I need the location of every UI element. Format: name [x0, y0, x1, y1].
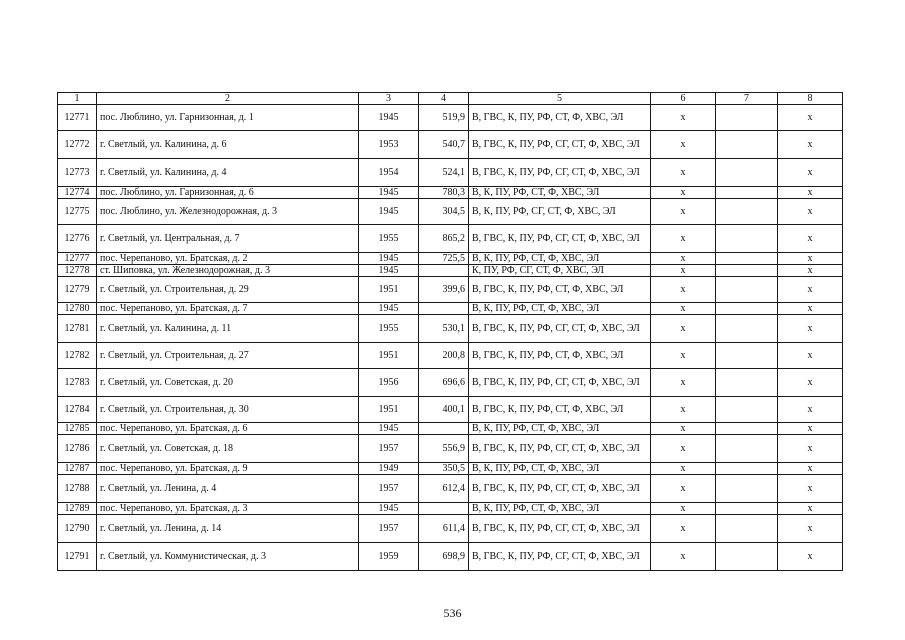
column-6-cell: х: [651, 369, 716, 397]
column-8-cell: х: [778, 475, 843, 503]
column-6-cell: х: [651, 315, 716, 343]
address-cell: г. Светлый, ул. Строительная, д. 29: [97, 277, 359, 303]
column-header: 6: [651, 93, 716, 105]
year-cell: 1945: [359, 423, 419, 435]
services-cell: В, К, ПУ, РФ, СТ, Ф, ХВС, ЭЛ: [469, 253, 651, 265]
column-8-cell: х: [778, 253, 843, 265]
table-row: [58, 543, 843, 571]
table-row: [58, 105, 843, 131]
area-cell: 304,5: [419, 199, 469, 225]
table-row: [58, 225, 843, 253]
services-cell: В, ГВС, К, ПУ, РФ, СТ, Ф, ХВС, ЭЛ: [469, 343, 651, 369]
address-cell: пос. Черепаново, ул. Братская, д. 9: [97, 463, 359, 475]
column-6-cell: х: [651, 187, 716, 199]
column-8-cell: х: [778, 435, 843, 463]
row-number: 12780: [58, 303, 97, 315]
column-8-cell: х: [778, 515, 843, 543]
row-number: 12776: [58, 225, 97, 253]
services-cell: В, К, ПУ, РФ, СТ, Ф, ХВС, ЭЛ: [469, 423, 651, 435]
column-header: 8: [778, 93, 843, 105]
column-6-cell: х: [651, 159, 716, 187]
year-cell: 1945: [359, 503, 419, 515]
services-cell: В, К, ПУ, РФ, СТ, Ф, ХВС, ЭЛ: [469, 463, 651, 475]
column-6-cell: х: [651, 225, 716, 253]
column-7-cell: [716, 315, 778, 343]
page-number: 536: [443, 606, 462, 620]
area-cell: 780,3: [419, 187, 469, 199]
address-cell: пос. Черепаново, ул. Братская, д. 3: [97, 503, 359, 515]
year-cell: 1945: [359, 265, 419, 277]
column-6-cell: х: [651, 475, 716, 503]
table-row: [58, 369, 843, 397]
column-7-cell: [716, 543, 778, 571]
column-7-cell: [716, 131, 778, 159]
column-7-cell: [716, 253, 778, 265]
column-8-cell: х: [778, 199, 843, 225]
row-number: 12771: [58, 105, 97, 131]
year-cell: 1945: [359, 253, 419, 265]
services-cell: В, ГВС, К, ПУ, РФ, СГ, СТ, Ф, ХВС, ЭЛ: [469, 131, 651, 159]
address-cell: г. Светлый, ул. Ленина, д. 14: [97, 515, 359, 543]
table-row: [58, 159, 843, 187]
year-cell: 1951: [359, 277, 419, 303]
address-cell: г. Светлый, ул. Строительная, д. 30: [97, 397, 359, 423]
area-cell: 556,9: [419, 435, 469, 463]
table-row: [58, 265, 843, 277]
table-body: [58, 105, 843, 571]
column-header: 5: [469, 93, 651, 105]
year-cell: 1957: [359, 435, 419, 463]
column-6-cell: х: [651, 463, 716, 475]
column-7-cell: [716, 435, 778, 463]
housing-registry-table: [57, 92, 843, 571]
column-7-cell: [716, 199, 778, 225]
address-cell: пос. Черепаново, ул. Братская, д. 2: [97, 253, 359, 265]
column-8-cell: х: [778, 397, 843, 423]
column-6-cell: х: [651, 423, 716, 435]
address-cell: г. Светлый, ул. Коммунистическая, д. 3: [97, 543, 359, 571]
row-number: 12781: [58, 315, 97, 343]
table-row: [58, 397, 843, 423]
row-number: 12779: [58, 277, 97, 303]
year-cell: 1954: [359, 159, 419, 187]
column-8-cell: х: [778, 343, 843, 369]
table-row: [58, 315, 843, 343]
area-cell: 519,9: [419, 105, 469, 131]
area-cell: 611,4: [419, 515, 469, 543]
table-row: [58, 187, 843, 199]
column-7-cell: [716, 463, 778, 475]
area-cell: 865,2: [419, 225, 469, 253]
column-6-cell: х: [651, 277, 716, 303]
address-cell: г. Светлый, ул. Центральная, д. 7: [97, 225, 359, 253]
address-cell: пос. Черепаново, ул. Братская, д. 7: [97, 303, 359, 315]
table-row: [58, 199, 843, 225]
table-row: [58, 423, 843, 435]
address-cell: г. Светлый, ул. Строительная, д. 27: [97, 343, 359, 369]
address-cell: г. Светлый, ул. Ленина, д. 4: [97, 475, 359, 503]
address-cell: пос. Черепаново, ул. Братская, д. 6: [97, 423, 359, 435]
services-cell: В, ГВС, К, ПУ, РФ, СГ, СТ, Ф, ХВС, ЭЛ: [469, 543, 651, 571]
column-header: 3: [359, 93, 419, 105]
area-cell: [419, 503, 469, 515]
table-row: [58, 475, 843, 503]
column-8-cell: х: [778, 277, 843, 303]
row-number: 12773: [58, 159, 97, 187]
column-8-cell: х: [778, 503, 843, 515]
row-number: 12775: [58, 199, 97, 225]
column-7-cell: [716, 187, 778, 199]
services-cell: В, К, ПУ, РФ, СТ, Ф, ХВС, ЭЛ: [469, 303, 651, 315]
services-cell: В, К, ПУ, РФ, СТ, Ф, ХВС, ЭЛ: [469, 187, 651, 199]
year-cell: 1945: [359, 303, 419, 315]
column-6-cell: х: [651, 397, 716, 423]
table-row: [58, 131, 843, 159]
row-number: 12786: [58, 435, 97, 463]
services-cell: К, ПУ, РФ, СГ, СТ, Ф, ХВС, ЭЛ: [469, 265, 651, 277]
column-7-cell: [716, 303, 778, 315]
area-cell: 725,5: [419, 253, 469, 265]
column-6-cell: х: [651, 543, 716, 571]
row-number: 12787: [58, 463, 97, 475]
column-7-cell: [716, 343, 778, 369]
column-7-cell: [716, 397, 778, 423]
services-cell: В, ГВС, К, ПУ, РФ, СГ, СТ, Ф, ХВС, ЭЛ: [469, 369, 651, 397]
area-cell: [419, 265, 469, 277]
column-6-cell: х: [651, 503, 716, 515]
year-cell: 1945: [359, 105, 419, 131]
services-cell: В, ГВС, К, ПУ, РФ, СТ, Ф, ХВС, ЭЛ: [469, 277, 651, 303]
column-7-cell: [716, 423, 778, 435]
year-cell: 1951: [359, 343, 419, 369]
column-7-cell: [716, 515, 778, 543]
table-row: [58, 463, 843, 475]
column-8-cell: х: [778, 225, 843, 253]
column-6-cell: х: [651, 515, 716, 543]
address-cell: пос. Люблино, ул. Гарнизонная, д. 1: [97, 105, 359, 131]
year-cell: 1957: [359, 515, 419, 543]
row-number: 12791: [58, 543, 97, 571]
table-row: [58, 277, 843, 303]
area-cell: 350,5: [419, 463, 469, 475]
year-cell: 1951: [359, 397, 419, 423]
column-header: 4: [419, 93, 469, 105]
area-cell: 530,1: [419, 315, 469, 343]
column-6-cell: х: [651, 265, 716, 277]
services-cell: В, ГВС, К, ПУ, РФ, СГ, СТ, Ф, ХВС, ЭЛ: [469, 475, 651, 503]
column-8-cell: х: [778, 463, 843, 475]
area-cell: 400,1: [419, 397, 469, 423]
year-cell: 1955: [359, 315, 419, 343]
row-number: 12788: [58, 475, 97, 503]
year-cell: 1956: [359, 369, 419, 397]
year-cell: 1955: [359, 225, 419, 253]
table-row: [58, 435, 843, 463]
column-7-cell: [716, 277, 778, 303]
row-number: 12785: [58, 423, 97, 435]
column-header: 2: [97, 93, 359, 105]
area-cell: 612,4: [419, 475, 469, 503]
year-cell: 1945: [359, 199, 419, 225]
area-cell: 399,6: [419, 277, 469, 303]
address-cell: г. Светлый, ул. Советская, д. 18: [97, 435, 359, 463]
column-6-cell: х: [651, 435, 716, 463]
column-7-cell: [716, 475, 778, 503]
area-cell: [419, 303, 469, 315]
column-8-cell: х: [778, 105, 843, 131]
column-8-cell: х: [778, 159, 843, 187]
row-number: 12790: [58, 515, 97, 543]
services-cell: В, ГВС, К, ПУ, РФ, СГ, СТ, Ф, ХВС, ЭЛ: [469, 435, 651, 463]
area-cell: 524,1: [419, 159, 469, 187]
address-cell: г. Светлый, ул. Советская, д. 20: [97, 369, 359, 397]
services-cell: В, ГВС, К, ПУ, РФ, СГ, СТ, Ф, ХВС, ЭЛ: [469, 159, 651, 187]
column-8-cell: х: [778, 131, 843, 159]
column-8-cell: х: [778, 423, 843, 435]
services-cell: В, ГВС, К, ПУ, РФ, СГ, СТ, Ф, ХВС, ЭЛ: [469, 515, 651, 543]
column-header: 1: [58, 93, 97, 105]
services-cell: В, К, ПУ, РФ, СТ, Ф, ХВС, ЭЛ: [469, 503, 651, 515]
table-row: [58, 343, 843, 369]
services-cell: В, ГВС, К, ПУ, РФ, СГ, СТ, Ф, ХВС, ЭЛ: [469, 315, 651, 343]
column-6-cell: х: [651, 105, 716, 131]
column-6-cell: х: [651, 343, 716, 369]
row-number: 12782: [58, 343, 97, 369]
table-row: [58, 503, 843, 515]
services-cell: В, ГВС, К, ПУ, РФ, СТ, Ф, ХВС, ЭЛ: [469, 397, 651, 423]
year-cell: 1949: [359, 463, 419, 475]
address-cell: пос. Люблино, ул. Железнодорожная, д. 3: [97, 199, 359, 225]
row-number: 12778: [58, 265, 97, 277]
row-number: 12774: [58, 187, 97, 199]
address-cell: пос. Люблино, ул. Гарнизонная, д. 6: [97, 187, 359, 199]
column-8-cell: х: [778, 187, 843, 199]
row-number: 12783: [58, 369, 97, 397]
row-number: 12772: [58, 131, 97, 159]
column-8-cell: х: [778, 265, 843, 277]
column-8-cell: х: [778, 315, 843, 343]
table-row: [58, 515, 843, 543]
column-8-cell: х: [778, 543, 843, 571]
address-cell: г. Светлый, ул. Калинина, д. 6: [97, 131, 359, 159]
services-cell: В, ГВС, К, ПУ, РФ, СГ, СТ, Ф, ХВС, ЭЛ: [469, 225, 651, 253]
column-7-cell: [716, 105, 778, 131]
year-cell: 1957: [359, 475, 419, 503]
table-row: [58, 303, 843, 315]
column-7-cell: [716, 225, 778, 253]
column-7-cell: [716, 159, 778, 187]
address-cell: г. Светлый, ул. Калинина, д. 11: [97, 315, 359, 343]
row-number: 12784: [58, 397, 97, 423]
area-cell: [419, 423, 469, 435]
column-6-cell: х: [651, 199, 716, 225]
services-cell: В, ГВС, К, ПУ, РФ, СТ, Ф, ХВС, ЭЛ: [469, 105, 651, 131]
column-7-cell: [716, 265, 778, 277]
year-cell: 1945: [359, 187, 419, 199]
area-cell: 540,7: [419, 131, 469, 159]
area-cell: 698,9: [419, 543, 469, 571]
column-7-cell: [716, 503, 778, 515]
column-6-cell: х: [651, 131, 716, 159]
year-cell: 1959: [359, 543, 419, 571]
area-cell: 696,6: [419, 369, 469, 397]
column-6-cell: х: [651, 303, 716, 315]
services-cell: В, К, ПУ, РФ, СГ, СТ, Ф, ХВС, ЭЛ: [469, 199, 651, 225]
row-number: 12777: [58, 253, 97, 265]
row-number: 12789: [58, 503, 97, 515]
year-cell: 1953: [359, 131, 419, 159]
address-cell: г. Светлый, ул. Калинина, д. 4: [97, 159, 359, 187]
column-7-cell: [716, 369, 778, 397]
column-8-cell: х: [778, 303, 843, 315]
address-cell: ст. Шиповка, ул. Железнодорожная, д. 3: [97, 265, 359, 277]
column-header: 7: [716, 93, 778, 105]
header-row: [58, 93, 843, 105]
column-8-cell: х: [778, 369, 843, 397]
table-row: [58, 253, 843, 265]
area-cell: 200,8: [419, 343, 469, 369]
column-6-cell: х: [651, 253, 716, 265]
